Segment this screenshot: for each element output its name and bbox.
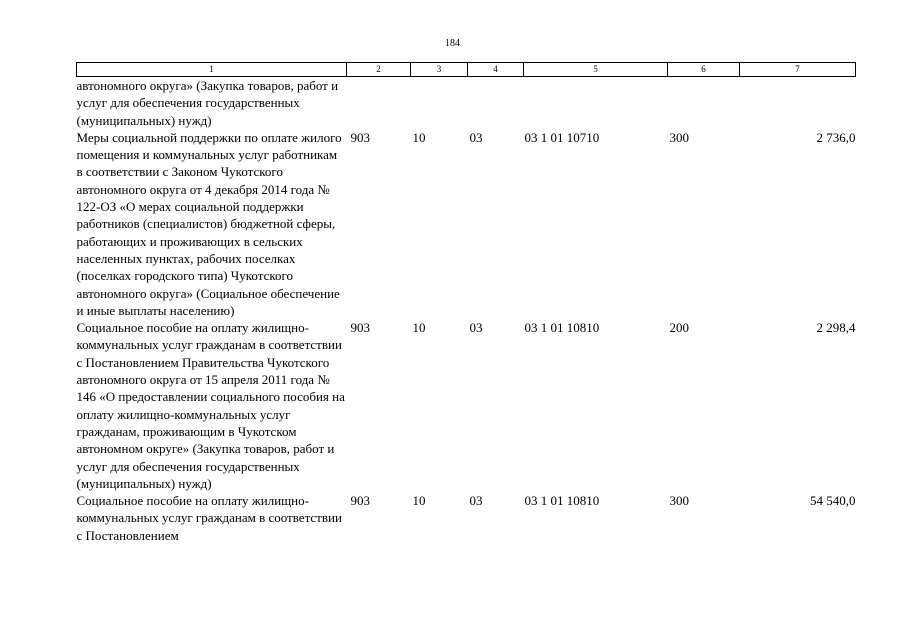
row-subsection: 03 xyxy=(469,129,483,145)
row-subsection: 03 xyxy=(469,320,483,336)
table-body xyxy=(77,77,856,545)
header-col-subsection: 4 xyxy=(468,63,524,77)
table-header xyxy=(77,63,856,77)
row-name: Меры социальной поддержки по оплате жилого помещения и коммунальных услуг работникам в соответствии с Законом Чукотского автономного округа от 4 декабря 2014 года № 122-ОЗ «О мерах социальной поддержки работников (специалистов) бюджетной сферы, работающих и проживающих в сельских населенных пунктах, рабочих поселках (поселках городского типа) Чукотского автономного округа» (Социальное обеспечение и иные выплаты населению) xyxy=(76,129,342,318)
header-col-amount: 7 xyxy=(740,63,856,77)
row-section xyxy=(411,77,468,129)
row-vr xyxy=(668,77,740,129)
row-section: 10 xyxy=(412,129,426,145)
header-col-section: 3 xyxy=(411,63,468,77)
row-amount: 54 540,0 xyxy=(810,493,856,509)
row-section: 10 xyxy=(412,320,426,336)
table-row xyxy=(77,319,856,492)
table-row xyxy=(77,492,856,544)
row-vr: 200 xyxy=(669,320,689,336)
row-section: 10 xyxy=(412,493,426,509)
row-gr: 903 xyxy=(350,129,370,145)
row-csr: 03 1 01 10710 xyxy=(524,129,600,145)
row-name: автономного округа» (Закупка товаров, работ и услуг для обеспечения государственных (муниципальных) нужд) xyxy=(76,78,339,128)
table-row xyxy=(77,77,856,129)
table-row xyxy=(77,129,856,319)
row-vr: 300 xyxy=(669,493,689,509)
row-amount xyxy=(740,77,856,129)
row-csr xyxy=(524,77,668,129)
row-amount: 2 298,4 xyxy=(816,320,856,336)
header-col-name: 1 xyxy=(77,63,347,77)
row-csr: 03 1 01 10810 xyxy=(524,320,600,336)
row-name: Социальное пособие на оплату жилищно-коммунальных услуг гражданам в соответствии с Постановлением Правительства Чукотского автономного округа от 15 апреля 2011 года № 146 «О предоставлении социального пособия на оплату жилищно-коммунальных услуг гражданам, проживающим в Чукотском автономном округе» (Закупка товаров, работ и услуг для обеспечения государственных (муниципальных) нужд) xyxy=(76,320,345,491)
row-name: Социальное пособие на оплату жилищно-коммунальных услуг гражданам в соответствии с Постановлением xyxy=(76,493,342,543)
header-col-gr: 2 xyxy=(347,63,411,77)
header-col-vr: 6 xyxy=(668,63,740,77)
page-number: 184 xyxy=(445,38,460,49)
row-subsection xyxy=(468,77,524,129)
row-amount: 2 736,0 xyxy=(816,129,856,145)
budget-table xyxy=(76,62,856,544)
row-vr: 300 xyxy=(669,129,689,145)
header-col-csr: 5 xyxy=(524,63,668,77)
header-row xyxy=(77,63,856,77)
row-csr: 03 1 01 10810 xyxy=(524,493,600,509)
row-subsection: 03 xyxy=(469,493,483,509)
row-gr: 903 xyxy=(350,320,370,336)
row-gr xyxy=(347,77,411,129)
row-gr: 903 xyxy=(350,493,370,509)
